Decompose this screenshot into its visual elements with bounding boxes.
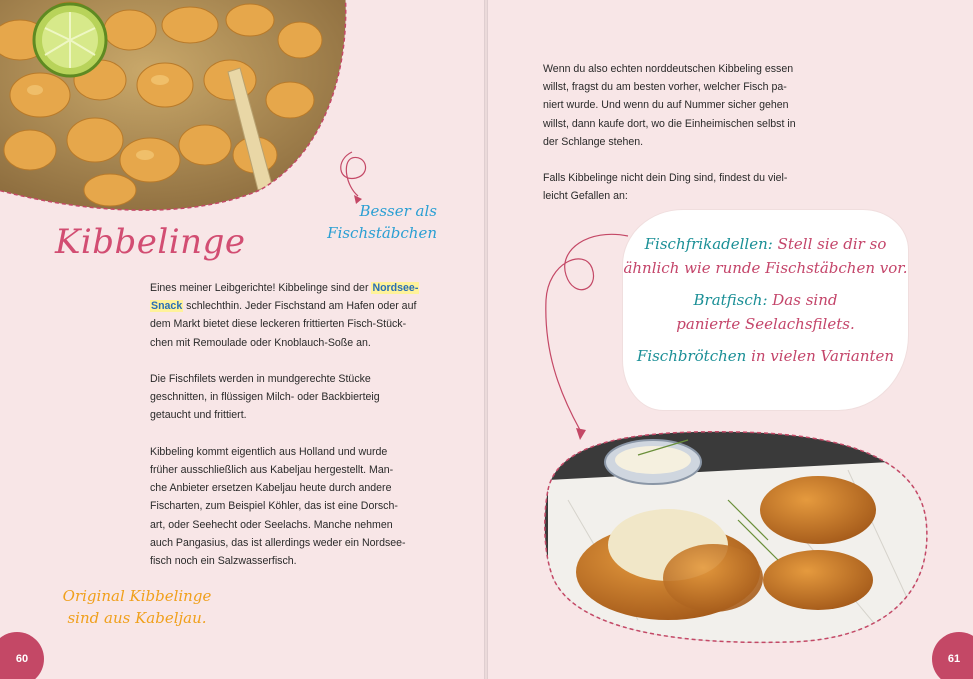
- paragraph-1: [543, 60, 833, 151]
- para1-line: willst, fragst du am besten vorher, welcher Fisch pa-: [543, 81, 787, 94]
- callout-besser-als: [322, 200, 437, 244]
- page-title: Kibbelinge: [55, 222, 246, 262]
- term-bratfisch: Bratfisch:: [693, 291, 768, 309]
- suggestion-speech-bubble: [623, 210, 908, 410]
- suggestion-list: [623, 232, 908, 376]
- term-fischbroetchen: Fischbrötchen: [636, 347, 747, 365]
- desc-fischfrikadellen-b: ähnlich wie runde Fischstäbchen vor.: [623, 259, 908, 277]
- para2-line: Falls Kibbelinge nicht dein Ding sind, findest du viel-: [543, 172, 788, 185]
- intro-line-2: schlechthin. Jeder Fischstand am Hafen oder auf: [183, 300, 417, 313]
- kibbeling-photo: [0, 0, 350, 220]
- para3-line: Kibbeling kommt eigentlich aus Holland und wurde: [150, 445, 388, 458]
- intro-paragraph: [150, 279, 440, 352]
- term-fischfrikadellen: Fischfrikadellen:: [644, 235, 773, 253]
- para1-line: willst, dann kaufe dort, wo die Einheimischen selbst in: [543, 117, 796, 130]
- page-number-right: 61: [932, 632, 973, 679]
- suggestion-fischfrikadellen: [623, 232, 908, 280]
- paragraph-2: [543, 169, 833, 205]
- para3-line: che Anbieter ersetzen Kabeljau heute durch andere: [150, 482, 392, 495]
- para1-line: niert wurde. Und wenn du auf Nummer sicher gehen: [543, 99, 789, 112]
- para1-line: der Schlange stehen.: [543, 135, 644, 148]
- callout-line-2: sind aus Kabeljau.: [67, 609, 207, 627]
- right-body-text: [543, 60, 833, 224]
- desc-bratfisch-b: panierte Seelachsfilets.: [676, 315, 855, 333]
- para3-line: fisch noch ein Salzwasserfisch.: [150, 555, 297, 568]
- paragraph-2: [150, 370, 440, 425]
- suggestion-fischbroetchen: [623, 344, 908, 368]
- para3-line: Fischarten, zum Beispiel Köhler, das ist eine Dorsch-: [150, 500, 398, 513]
- intro-line-4: chen mit Remoulade oder Knoblauch-Soße an.: [150, 336, 371, 349]
- highlight-snack: Snack: [151, 300, 183, 313]
- paragraph-3: [150, 443, 440, 570]
- desc-bratfisch-a: Das sind: [767, 291, 838, 309]
- para2-line: leicht Gefallen an:: [543, 190, 628, 203]
- intro-line-3: dem Markt bietet diese leckeren frittierten Fisch-Stück-: [150, 318, 407, 331]
- para2-line: getaucht und frittiert.: [150, 409, 247, 422]
- callout-line-1: Original Kibbelinge: [62, 587, 212, 605]
- callout-line-1: Besser als: [359, 202, 437, 220]
- left-body-text: [150, 279, 440, 588]
- para3-line: früher ausschließlich aus Kabeljau hergestellt. Man-: [150, 464, 394, 476]
- para1-line: Wenn du also echten norddeutschen Kibbeling essen: [543, 63, 794, 75]
- desc-fischbroetchen: in vielen Varianten: [746, 347, 895, 365]
- para3-line: art, oder Seehecht oder Seelachs. Manche nehmen: [150, 518, 393, 531]
- para2-line: Die Fischfilets werden in mundgerechte Stücke: [150, 373, 371, 385]
- highlight-nordsee: Nordsee-: [372, 282, 419, 294]
- callout-original-kibbelinge: [62, 585, 212, 629]
- callout-line-2: Fischstäbchen: [327, 224, 437, 242]
- para2-line: geschnitten, in flüssigen Milch- oder Backbierteig: [150, 391, 380, 404]
- left-page: [0, 0, 484, 679]
- desc-fischfrikadellen-a: Stell sie dir so: [772, 235, 887, 253]
- intro-prefix: Eines meiner Leibgerichte! Kibbelinge sind der: [150, 282, 372, 294]
- page-number-left: 60: [0, 632, 44, 679]
- para3-line: auch Pangasius, das ist allerdings weder ein Nordsee-: [150, 536, 406, 549]
- suggestion-bratfisch: [623, 288, 908, 336]
- right-page: [488, 0, 973, 679]
